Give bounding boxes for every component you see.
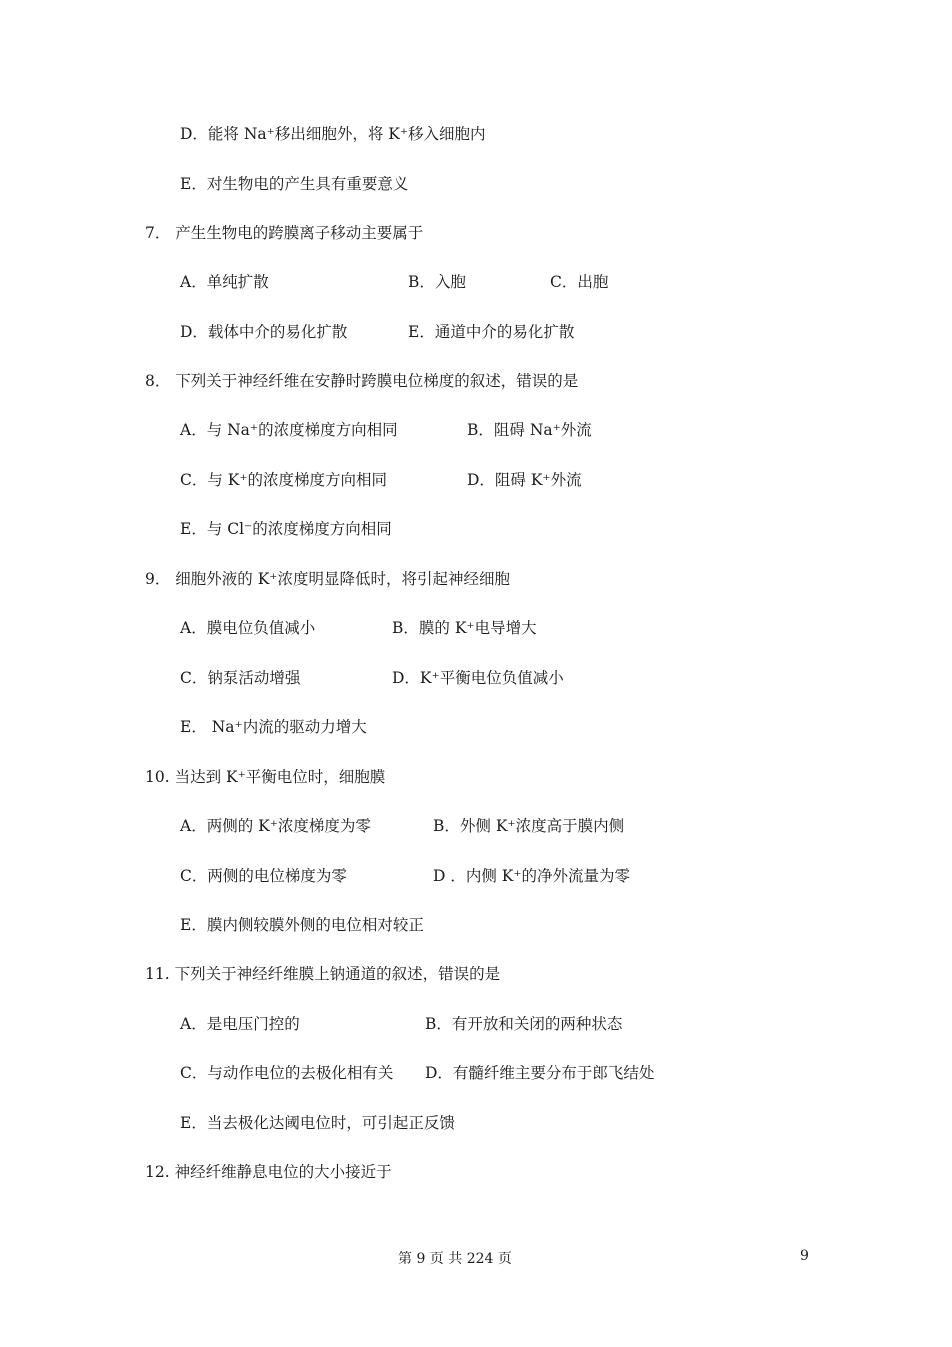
question-11: 11. 下列关于神经纤维膜上钠通道的叙述，错误的是 (145, 965, 501, 983)
q8-option-e: E．与 Cl⁻的浓度梯度方向相同 (180, 520, 392, 538)
question-12: 12. 神经纤维静息电位的大小接近于 (145, 1163, 392, 1181)
q8-option-c: C．与 K⁺的浓度梯度方向相同 (180, 471, 388, 489)
q7-option-e: E．通道中介的易化扩散 (408, 323, 575, 341)
q8-option-d: D．阻碍 K⁺外流 (467, 471, 582, 489)
q9-option-e: E． Na⁺内流的驱动力增大 (180, 718, 367, 736)
question-9: 9． 细胞外液的 K⁺浓度明显降低时，将引起神经细胞 (145, 570, 510, 588)
q9-option-a: A．膜电位负值减小 (180, 619, 316, 637)
q10-option-b: B．外侧 K⁺浓度高于膜内侧 (433, 817, 625, 835)
q11-option-b: B．有开放和关闭的两种状态 (425, 1015, 623, 1033)
question-8: 8． 下列关于神经纤维在安静时跨膜电位梯度的叙述，错误的是 (145, 372, 579, 390)
q10-option-d: D ．内侧 K⁺的净外流量为零 (433, 867, 631, 885)
page-number: 9 (800, 1248, 809, 1264)
q11-option-e: E．当去极化达阈电位时，可引起正反馈 (180, 1114, 455, 1132)
q6-option-d: D．能将 Na⁺移出细胞外，将 K⁺移入细胞内 (180, 125, 486, 143)
q10-option-c: C．两侧的电位梯度为零 (180, 867, 347, 885)
q10-option-a: A．两侧的 K⁺浓度梯度为零 (180, 817, 371, 835)
q7-option-d: D．载体中介的易化扩散 (180, 323, 348, 341)
q7-option-c: C．出胞 (550, 273, 609, 291)
q10-option-e: E．膜内侧较膜外侧的电位相对较正 (180, 916, 424, 934)
question-7: 7． 产生生物电的跨膜离子移动主要属于 (145, 224, 424, 242)
q6-option-e: E．对生物电的产生具有重要意义 (180, 175, 409, 193)
q11-option-c: C．与动作电位的去极化相有关 (180, 1064, 394, 1082)
q11-option-d: D．有髓纤维主要分布于郎飞结处 (425, 1064, 655, 1082)
q9-option-c: C．钠泵活动增强 (180, 669, 301, 687)
q11-option-a: A．是电压门控的 (180, 1015, 300, 1033)
q8-option-b: B．阻碍 Na⁺外流 (467, 421, 592, 439)
q9-option-d: D．K⁺平衡电位负值减小 (392, 669, 564, 687)
q8-option-a: A．与 Na⁺的浓度梯度方向相同 (180, 421, 398, 439)
page-footer-label: 第 9 页 共 224 页 (398, 1251, 512, 1267)
q9-option-b: B．膜的 K⁺电导增大 (392, 619, 537, 637)
q7-option-b: B．入胞 (408, 273, 466, 291)
question-10: 10. 当达到 K⁺平衡电位时，细胞膜 (145, 768, 386, 786)
q7-option-a: A．单纯扩散 (180, 273, 269, 291)
